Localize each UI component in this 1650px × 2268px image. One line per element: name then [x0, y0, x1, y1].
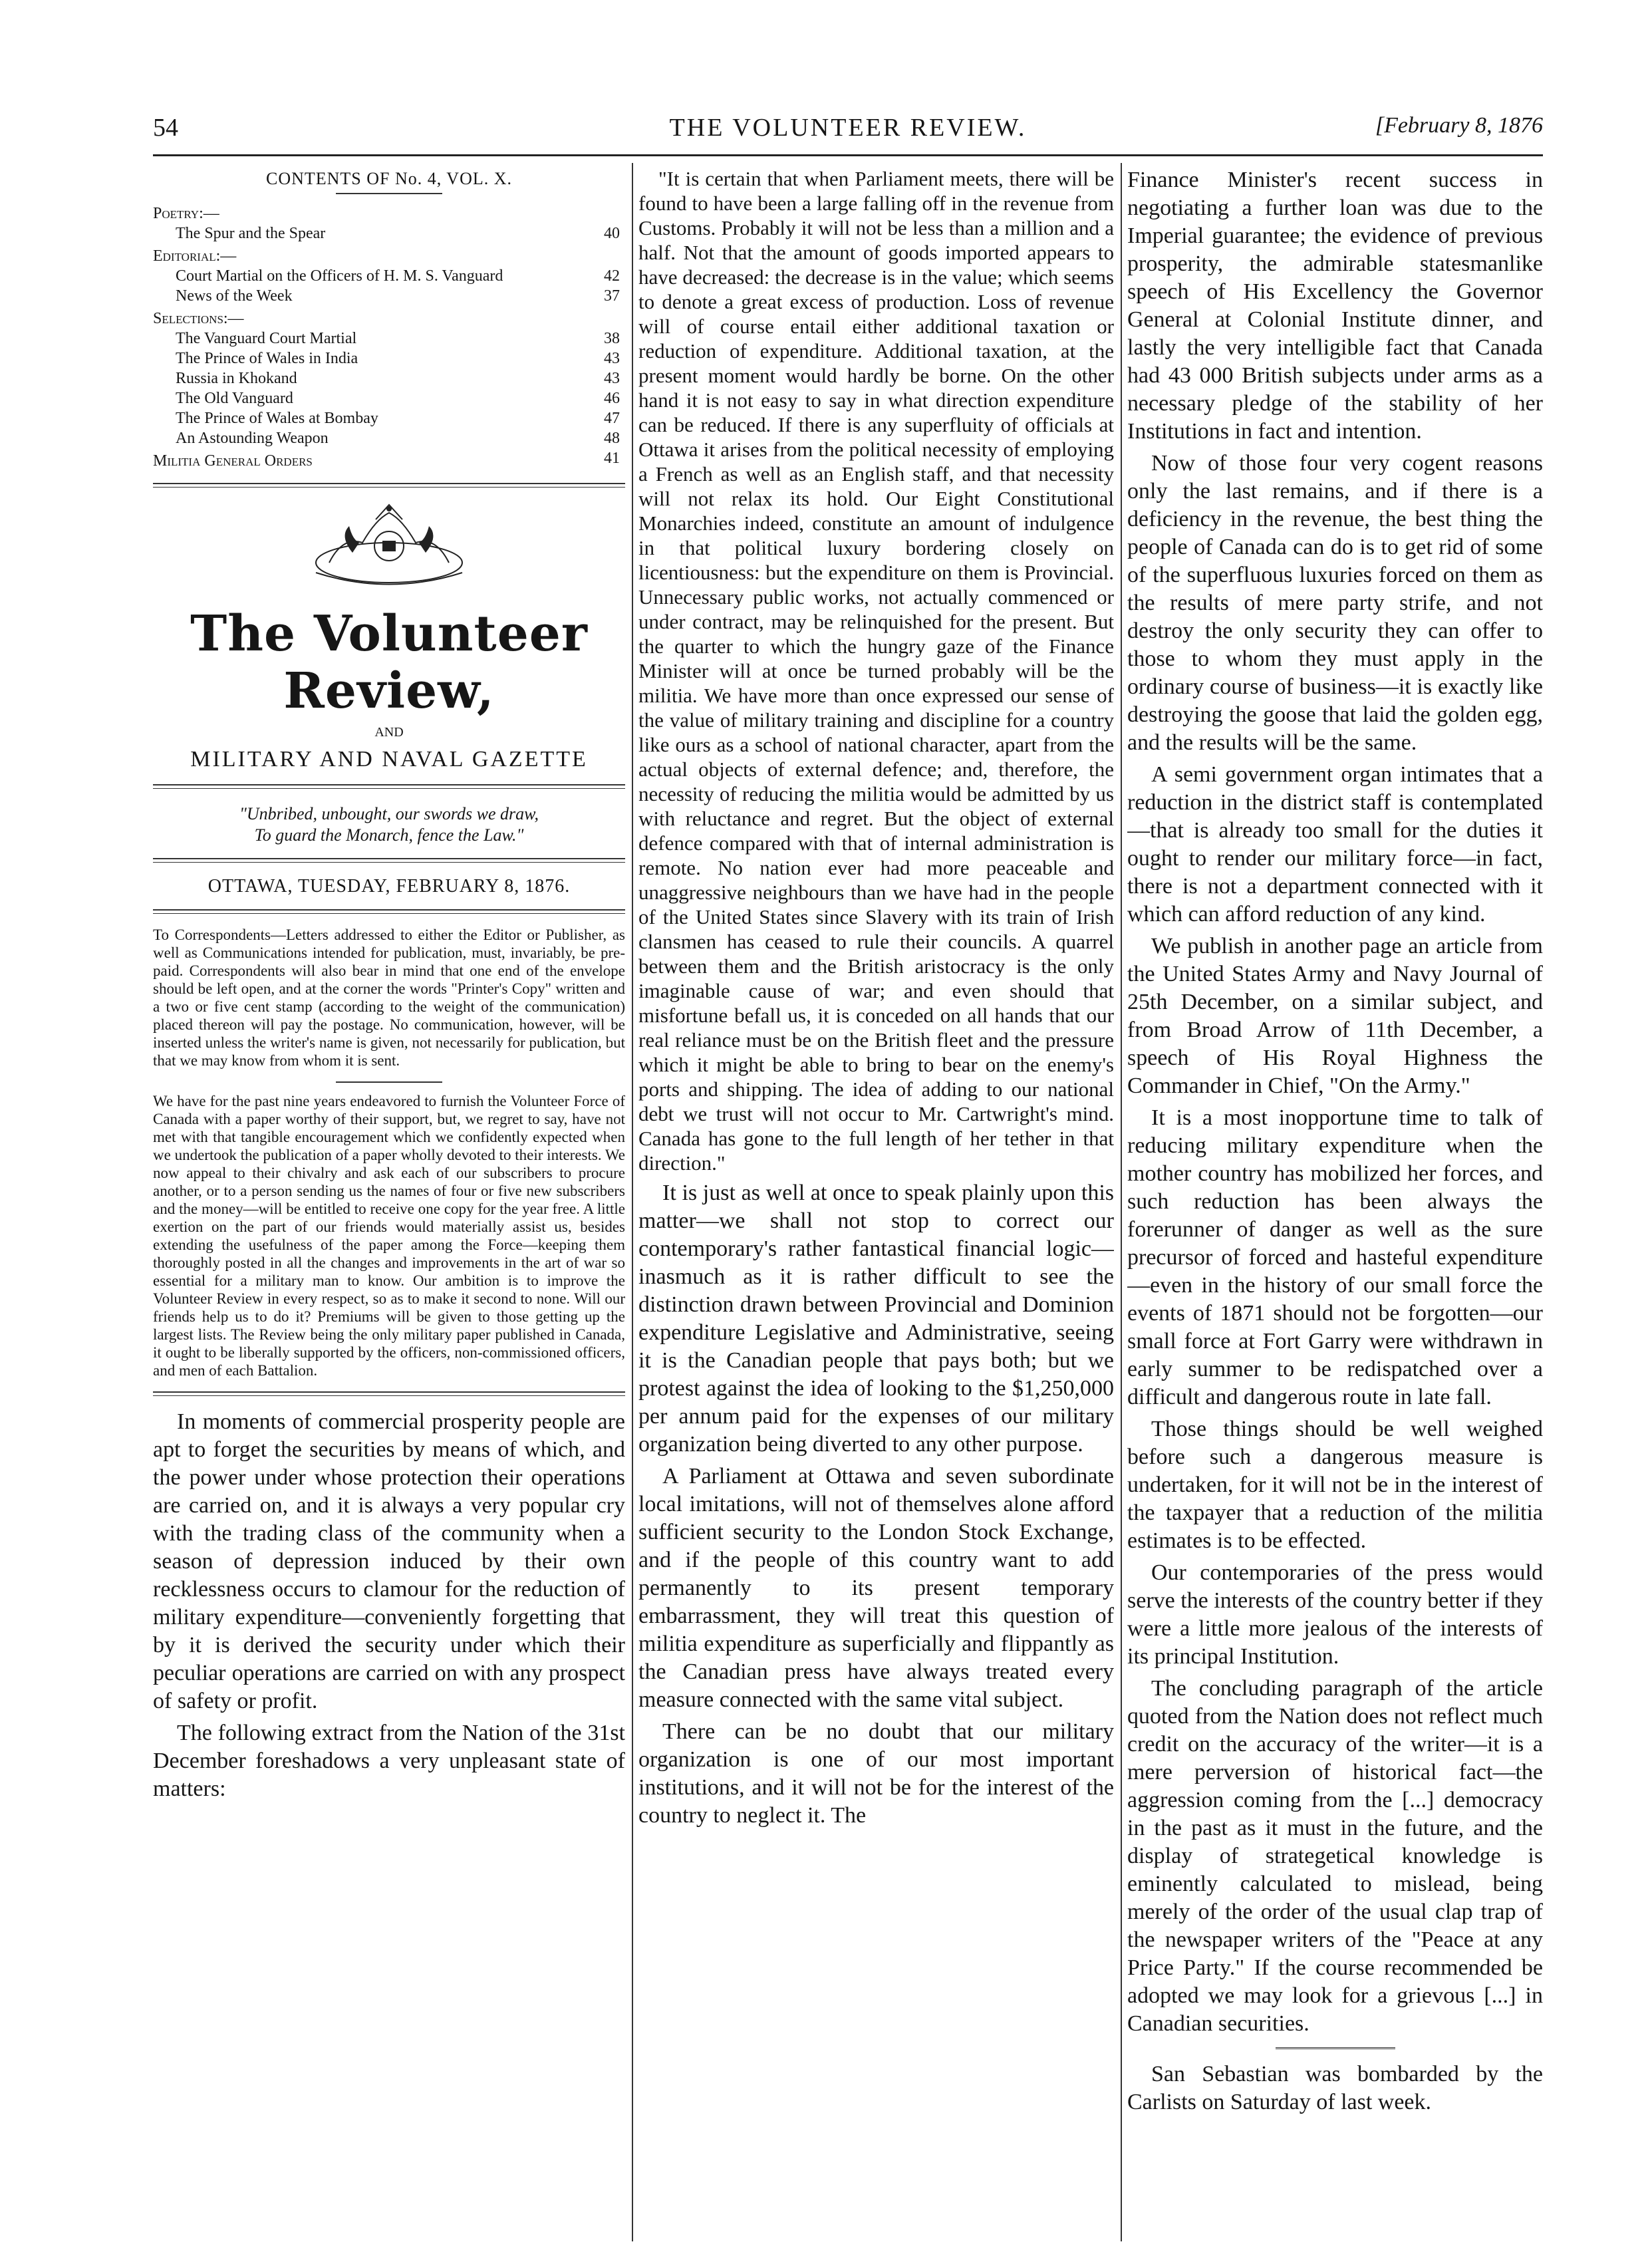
royal-crest-icon	[289, 499, 489, 599]
notice-rule	[336, 1081, 442, 1083]
toc-title: News of the Week	[176, 287, 293, 305]
section-rule	[153, 1391, 625, 1396]
toc-section: Editorial:—	[153, 247, 237, 265]
toc-page: 42	[604, 267, 620, 285]
article-paragraph: Our contemporaries of the press would serve the interests of the country better if they were a little more jealous of the interests of its principal Institution.	[1127, 1560, 1543, 1669]
article-paragraph: We publish in another page an article from the United States Army and Navy Journal of 25th December, on a similar subject, and from Broad Arrow of 11th December, a speech of His Royal Highness the Commander in Chief, "On the Army."	[1127, 934, 1543, 1098]
article-paragraph: Now of those four very cogent reasons only the last remains, and if there is a deficiency in the revenue, the best thing the people of Canada can do is to get rid of some of the superfluous luxuries forced on them as the results of mere party strife, and not destroy the only security they can offer to those to whom they must apply in the ordinary course of business—it is exactly like destroying the goose that laid the golden egg, and the results will be the same.	[1127, 451, 1543, 755]
masthead	[153, 499, 625, 772]
motto-line: "Unbribed, unbought, our swords we draw,	[239, 804, 539, 823]
quoted-extract: "It is certain that when Parliament meets, there will be found to have been a large falling off in the revenue from Customs. Probably it will not be less than a million and a half. Not that the amount of goods imported appears to have decreased: the decrease is in the value; which seems to denote a great excess of production. Loss of revenue will of course entail either additional taxation or reduction of expenditure. Additional taxation, at the present moment would hardly be borne. On the other hand it is not easy to say in what direction expenditure can be reduced. If there is any superfluity of officials at Ottawa it arises from the political necessity of employing a French as well as an English staff, and that necessity will not relax its hold. Our Eight Constitutional Monarchies indeed, constitute an amount of indulgence in that political luxury bordering closely on licentiousness: but the expenditure on them is Provincial. Unnecessary public works, not actually commenced or under contract, may be relinquished for the present. But the quarter to which the hungry gaze of the Finance Minister will at once be turned probably will be the militia. We have more than once expressed our sense of the value of military training and discipline for a country like ours as a school of national character, apart from the actual objects of external defence; and, therefore, the necessity of reducing the militia would be admitted by us with reluctance and regret. But the object of external defence compared with that of internal administration is remote. No nation ever had more peaceable and unaggressive neighbours than we have had in the people of the United States since Slavery with its train of Irish clansmen has ceased to rule their councils. A quarrel between them and the British aristocracy is the only imaginable cause of war; and even should that misfortune befall us, it is conceded on all hands that our real reliance must be on the British fleet and the pressure which it might be able to bring to bear on the enemy's ports and shipping. The idea of adding to our national debt we trust will not occur to Mr. Cartwright's mind. Canada has gone to the full length of her tether in that direction."	[638, 167, 1114, 1175]
section-rule	[153, 909, 625, 914]
section-rule	[153, 858, 625, 863]
masthead-subtitle: MILITARY AND NAVAL GAZETTE	[190, 747, 588, 772]
column-divider	[1121, 163, 1122, 2241]
contents-rule	[336, 193, 442, 194]
toc-title: The Prince of Wales at Bombay	[176, 410, 378, 427]
toc-page: 48	[604, 430, 620, 447]
article-paragraph: Finance Minister's recent success in negotiating a further loan was due to the Imperial guarantee; the evidence of previous prosperity, the admirable statesmanlike speech of His Excellency the Governor General at Colonial Institute dinner, and lastly the very intelligible fact that Canada had 43 000 British subjects under arms as a necessary pledge of the stability of her Institutions in fact and intention.	[1127, 168, 1543, 444]
toc-page: 43	[604, 370, 620, 387]
toc-page: 43	[604, 350, 620, 367]
article-paragraph: It is just as well at once to speak plainly upon this matter—we shall not stop to correct our contemporary's rather fantastical financial logic—inasmuch as it is rather difficult to see the distinction drawn between Provincial and Dominion expenditure Legislative and Administrative, seeing it is the Canadian people that pays both; but we protest against the idea of looking to the $1,250,000 per annum paid for the expenses of our military organization being diverted to any other purpose.	[638, 1181, 1114, 1457]
toc-section: Selections:—	[153, 310, 244, 327]
toc-entry	[153, 368, 625, 388]
toc-page: 38	[604, 330, 620, 347]
toc-page: 41	[604, 450, 620, 467]
article-paragraph: Those things should be well weighed before such a dangerous measure is undertaken, for it will not be in the interest of the taxpayer that a reduction of the militia estimates is to be effected.	[1127, 1417, 1543, 1553]
toc-entry	[153, 223, 625, 243]
toc-entry	[153, 286, 625, 306]
article-paragraph: A Parliament at Ottawa and seven subordinate local imitations, will not of themselves alone afford sufficient security to the London Stock Exchange, and if the people of this country want to add permanently to its present temporary embarrassment, they will treat this question of militia expenditure as superficially and flippantly as the Canadian press have always treated every measure connected with the same vital subject.	[638, 1464, 1114, 1712]
toc-page: 47	[604, 410, 620, 427]
page-number: 54	[153, 114, 178, 142]
dateline: OTTAWA, TUESDAY, FEBRUARY 8, 1876.	[207, 876, 571, 897]
toc-entry	[153, 408, 625, 428]
motto-line: To guard the Monarch, fence the Law."	[254, 825, 524, 845]
toc-title: An Astounding Weapon	[176, 430, 329, 447]
toc-page: 46	[604, 390, 620, 407]
toc-section: Poetry:—	[153, 205, 219, 222]
column-2	[638, 166, 1114, 2241]
news-item: San Sebastian was bombarded by the Carlists on Saturday of last week.	[1127, 2062, 1543, 2114]
column-divider	[632, 163, 633, 2241]
masthead-title: The Volunteer Review,	[190, 605, 588, 720]
article-paragraph: It is a most inopportune time to talk of reducing military expenditure when the mother country has mobilized her forces, and such reduction has been always the forerunner of danger as well as the sure precursor of forced and hasteful expenditure—even in the history of our small force the events of 1871 should not be forgotten—our small force at Fort Garry were withdrawn in early summer to be redispatched over a difficult and dangerous route in late fall.	[1127, 1105, 1543, 1409]
toc-entry	[153, 448, 625, 471]
toc-title: The Old Vanguard	[176, 390, 293, 407]
toc-entry	[153, 428, 625, 448]
article-paragraph: In moments of commercial prosperity people are apt to forget the securities by means of which, and the power under whose protection their operations are carried on, and it is always a very popular cry with the trading class of the community when a season of depression induced by their own recklessness occurs to clamour for the reduction of military expenditure—conveniently forgetting that by it is derived the security under which their peculiar operations are carried on with any prospect of safety or profit.	[153, 1409, 625, 1713]
toc-page: 40	[604, 225, 620, 242]
masthead-and: AND	[374, 725, 404, 740]
toc-page: 37	[604, 287, 620, 305]
running-date: [February 8, 1876	[1375, 113, 1543, 138]
toc-title: The Vanguard Court Martial	[176, 330, 357, 347]
section-rule	[1276, 2047, 1395, 2051]
toc-section: Militia General Orders	[153, 452, 313, 470]
contents-heading: CONTENTS OF No. 4, VOL. X.	[265, 169, 513, 188]
toc-entry	[153, 388, 625, 408]
toc-title: The Prince of Wales in India	[176, 350, 358, 367]
column-1	[153, 166, 625, 2241]
toc-entry	[153, 266, 625, 286]
toc-title: Russia in Khokand	[176, 370, 297, 387]
header-rule	[153, 154, 1543, 156]
subscription-notice: We have for the past nine years endeavored to furnish the Volunteer Force of Canada with a paper worthy of their support, but, we regret to say, have not met with that tangible encouragement which we confidently expected when we undertook the publication of a paper wholly devoted to their interests. We now appeal to their chivalry and ask each of our subscribers to procure another, or to a person sending us the names of four or five new subscribers and the money—will be entitled to receive one copy for the year free. A little exertion on the part of our friends would materially assist us, besides extending the usefulness of the paper among the Force—keeping them thoroughly posted in all the changes and improvements in the art of war so essential for a military man to know. Our ambition is to improve the Volunteer Review in every respect, so as to make it second to none. Will our friends help us to do it? Premiums will be given to those getting up the largest lists. The Review being the only military paper published in Canada, it ought to be liberally supported by the officers, non-commissioned officers, and men of each Battalion.	[153, 1093, 625, 1379]
motto	[153, 803, 625, 846]
toc-entry	[153, 329, 625, 349]
article-paragraph: There can be no doubt that our military organization is one of our most important institutions, and it will not be for the interest of the country to neglect it. The	[638, 1719, 1114, 1828]
section-rule	[153, 784, 625, 789]
table-of-contents	[153, 204, 625, 471]
article-paragraph: The concluding paragraph of the article quoted from the Nation does not reflect much credit on the accuracy of the writer—it is a mere perversion of historical fact—the aggression coming from the [...] democracy in the past as it must in the future, and the display of strategetical knowledge is eminently calculated to mislead, being merely of the order of the usual clap trap of the newspaper writers of the "Peace at any Price Party." If the course recommended be adopted we may look for a grievous [...] in Canadian securities.	[1127, 1676, 1543, 2036]
running-title: THE VOLUNTEER REVIEW.	[669, 114, 1027, 142]
to-correspondents-notice: To Correspondents—Letters addressed to either the Editor or Publisher, as well as Communications intended for publication, must, invariably, be pre-paid. Correspondents will also bear in mind that one end of the envelope should be left open, and at the corner the words "Printer's Copy" written and a two or five cent stamp (according to the weight of the communication) placed thereon will pay the postage. No communication, however, will be inserted unless the writer's name is given, not necessarily for publication, but that we may know from whom it is sent.	[153, 926, 625, 1069]
toc-title: The Spur and the Spear	[176, 225, 326, 242]
article-paragraph: A semi government organ intimates that a reduction in the district staff is contemplated—that is already too small for the duties it ought to render our military force—in fact, there is not a department connected with it which can afford reduction of any kind.	[1127, 762, 1543, 926]
article-paragraph: The following extract from the Nation of the 31st December foreshadows a very unpleasant state of matters:	[153, 1721, 625, 1801]
toc-entry	[153, 349, 625, 368]
column-3	[1127, 166, 1543, 2241]
running-header	[153, 113, 1543, 153]
toc-title: Court Martial on the Officers of H. M. S. Vanguard	[176, 267, 503, 285]
section-rule	[153, 483, 625, 488]
